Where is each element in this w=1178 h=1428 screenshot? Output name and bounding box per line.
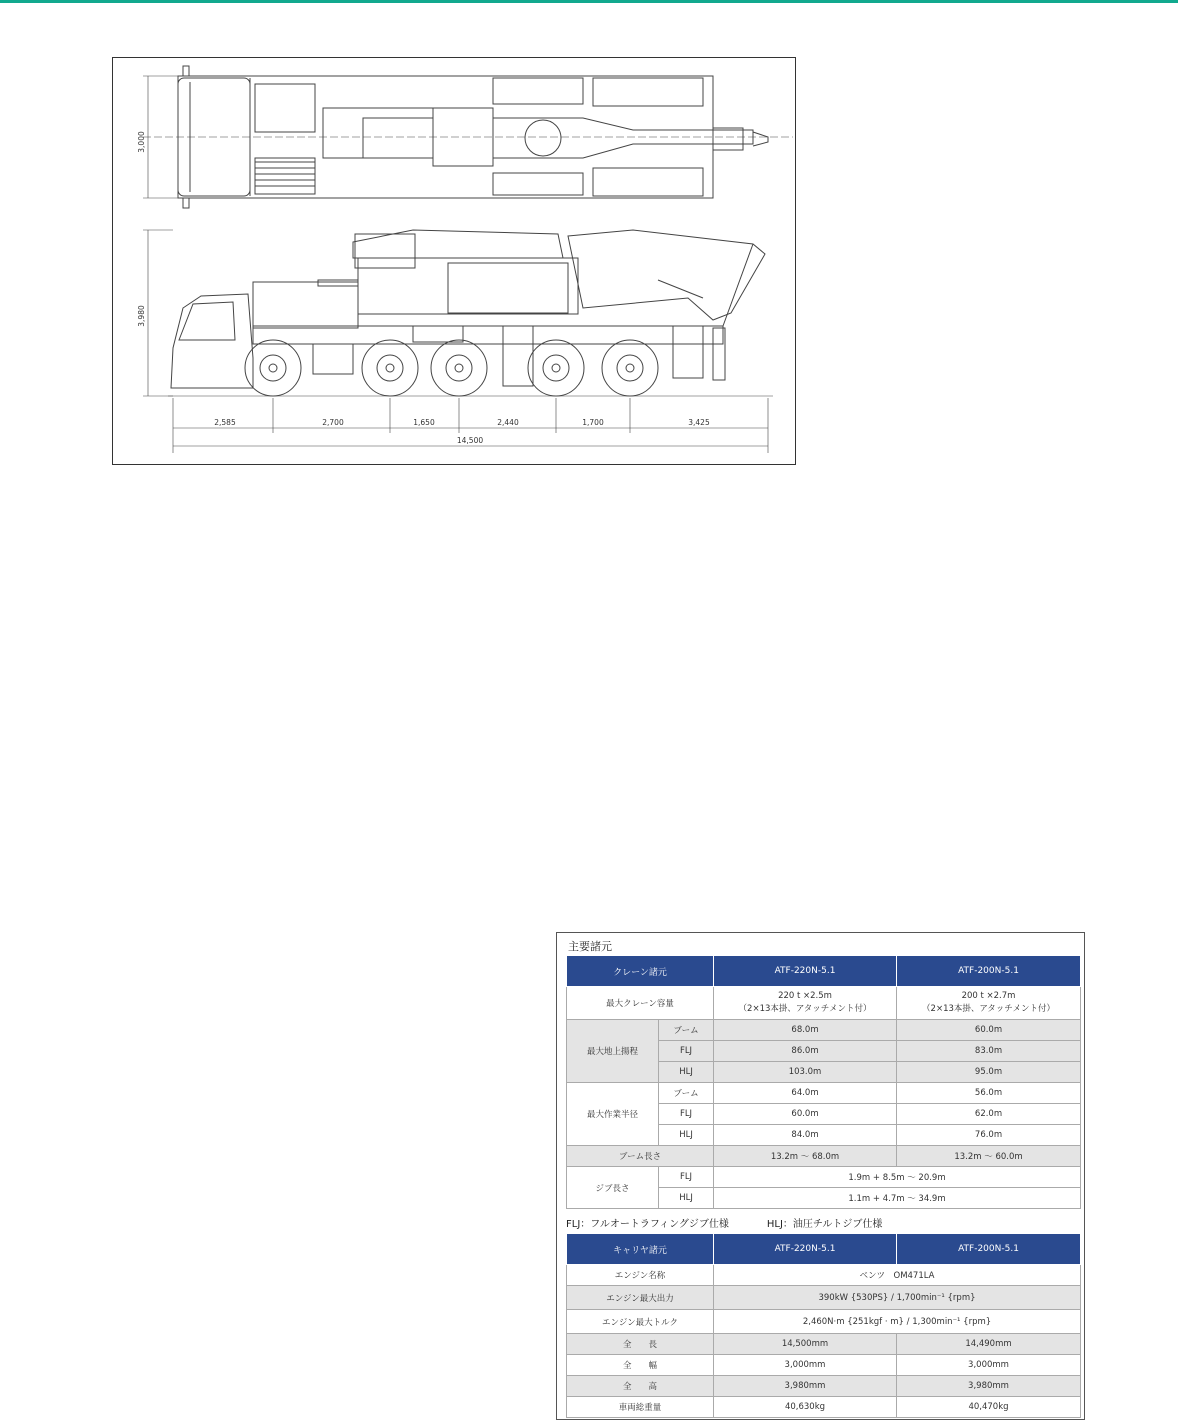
axle-spacing-3: 1,650 [413, 418, 435, 427]
jib-length-label: ジブ長さ [567, 1167, 659, 1209]
boom-length-b: 13.2m ～ 60.0m [897, 1146, 1081, 1167]
radius-b: 76.0m [897, 1125, 1081, 1146]
capacity-label: 最大クレーン容量 [567, 987, 714, 1020]
overall-height-row [567, 1376, 1081, 1397]
note-hlj: HLJ：油圧チルトジブ仕様 [766, 1219, 883, 1230]
lift-height-sub: HLJ [659, 1062, 714, 1083]
crane-header-model-b: ATF-200N-5.1 [897, 956, 1081, 987]
engine-torque-value: 2,460N·m {251kgf · m} / 1,300min⁻¹ {rpm} [714, 1310, 1081, 1334]
radius-row [567, 1083, 1081, 1104]
overall-width-row [567, 1355, 1081, 1376]
boom-length-label: ブーム長さ [567, 1146, 714, 1167]
crane-drawing-svg [113, 58, 797, 466]
overall-length-b: 14,490mm [897, 1334, 1081, 1355]
dim-total-length: 14,500 [456, 436, 484, 445]
dimension-labels [137, 131, 710, 445]
radius-a: 84.0m [714, 1125, 897, 1146]
radius-label: 最大作業半径 [567, 1083, 659, 1146]
overall-width-label: 全 幅 [567, 1355, 714, 1376]
gross-weight-b: 40,470kg [897, 1397, 1081, 1418]
overall-height-label: 全 高 [567, 1376, 714, 1397]
spec-box [556, 932, 1085, 1420]
engine-name-value: ベンツ OM471LA [714, 1265, 1081, 1286]
spec-title: 主要諸元 [568, 940, 612, 953]
overall-width-a: 3,000mm [714, 1355, 897, 1376]
axle-spacing-4: 2,440 [497, 418, 519, 427]
crane-header-label: クレーン諸元 [567, 956, 714, 987]
capacity-b-line1: 200 t ×2.7m [961, 991, 1016, 1001]
lift-height-b: 60.0m [897, 1020, 1081, 1041]
lift-height-sub: ブーム [659, 1020, 714, 1041]
overall-length-row [567, 1334, 1081, 1355]
lift-height-sub: FLJ [659, 1041, 714, 1062]
carrier-header-label: キャリヤ諸元 [567, 1234, 714, 1265]
jib-length-sub: HLJ [659, 1188, 714, 1209]
capacity-row [567, 987, 1081, 1020]
jib-length-row [567, 1167, 1081, 1188]
crane-top-view [143, 66, 793, 208]
radius-sub: ブーム [659, 1083, 714, 1104]
dim-width-label: 3,000 [137, 131, 146, 153]
capacity-model-a [714, 987, 897, 1020]
jib-length-value: 1.9m + 8.5m ～ 20.9m [714, 1167, 1081, 1188]
axle-spacing-2: 2,700 [322, 418, 344, 427]
engine-power-label: エンジン最大出力 [567, 1286, 714, 1310]
engine-name-label: エンジン名称 [567, 1265, 714, 1286]
lift-height-label: 最大地上揚程 [567, 1020, 659, 1083]
engine-name-row [567, 1265, 1081, 1286]
carrier-table-header-row [567, 1234, 1081, 1265]
capacity-a-line1: 220 t ×2.5m [778, 991, 832, 1001]
gross-weight-row [567, 1397, 1081, 1418]
capacity-a-line2: （2×13本掛、アタッチメント付） [738, 1004, 872, 1014]
jib-length-value: 1.1m + 4.7m ～ 34.9m [714, 1188, 1081, 1209]
crane-dimension-drawing [112, 57, 796, 465]
crane-table-header-row [567, 956, 1081, 987]
engine-torque-row [567, 1310, 1081, 1334]
crane-wheels [245, 340, 658, 396]
capacity-model-b [897, 987, 1081, 1020]
axle-spacing-1: 2,585 [214, 418, 236, 427]
overall-height-b: 3,980mm [897, 1376, 1081, 1397]
radius-a: 60.0m [714, 1104, 897, 1125]
jib-type-note [566, 1215, 882, 1230]
crane-spec-table [566, 955, 1081, 1209]
capacity-b-line2: （2×13本掛、アタッチメント付） [922, 1004, 1055, 1014]
radius-a: 64.0m [714, 1083, 897, 1104]
radius-b: 62.0m [897, 1104, 1081, 1125]
boom-length-row [567, 1146, 1081, 1167]
boom-length-a: 13.2m ～ 68.0m [714, 1146, 897, 1167]
radius-b: 56.0m [897, 1083, 1081, 1104]
engine-power-value: 390kW {530PS} / 1,700min⁻¹ {rpm} [714, 1286, 1081, 1310]
radius-sub: FLJ [659, 1104, 714, 1125]
carrier-header-model-b: ATF-200N-5.1 [897, 1234, 1081, 1265]
lift-height-a: 68.0m [714, 1020, 897, 1041]
carrier-header-model-a: ATF-220N-5.1 [714, 1234, 897, 1265]
lift-height-b: 83.0m [897, 1041, 1081, 1062]
carrier-spec-table [566, 1233, 1081, 1418]
axle-spacing-6: 3,425 [688, 418, 710, 427]
lift-height-a: 103.0m [714, 1062, 897, 1083]
top-accent-line [0, 0, 1178, 3]
lift-height-row [567, 1020, 1081, 1041]
engine-torque-label: エンジン最大トルク [567, 1310, 714, 1334]
lift-height-b: 95.0m [897, 1062, 1081, 1083]
dim-height-label: 3,980 [137, 305, 146, 327]
lift-height-a: 86.0m [714, 1041, 897, 1062]
overall-width-b: 3,000mm [897, 1355, 1081, 1376]
radius-sub: HLJ [659, 1125, 714, 1146]
crane-header-model-a: ATF-220N-5.1 [714, 956, 897, 987]
overall-length-label: 全 長 [567, 1334, 714, 1355]
axle-spacing-5: 1,700 [582, 418, 604, 427]
gross-weight-label: 車両総重量 [567, 1397, 714, 1418]
engine-power-row [567, 1286, 1081, 1310]
overall-height-a: 3,980mm [714, 1376, 897, 1397]
gross-weight-a: 40,630kg [714, 1397, 897, 1418]
overall-length-a: 14,500mm [714, 1334, 897, 1355]
jib-length-sub: FLJ [659, 1167, 714, 1188]
note-flj: FLJ：フルオートラフィングジブ仕様 [566, 1219, 729, 1230]
